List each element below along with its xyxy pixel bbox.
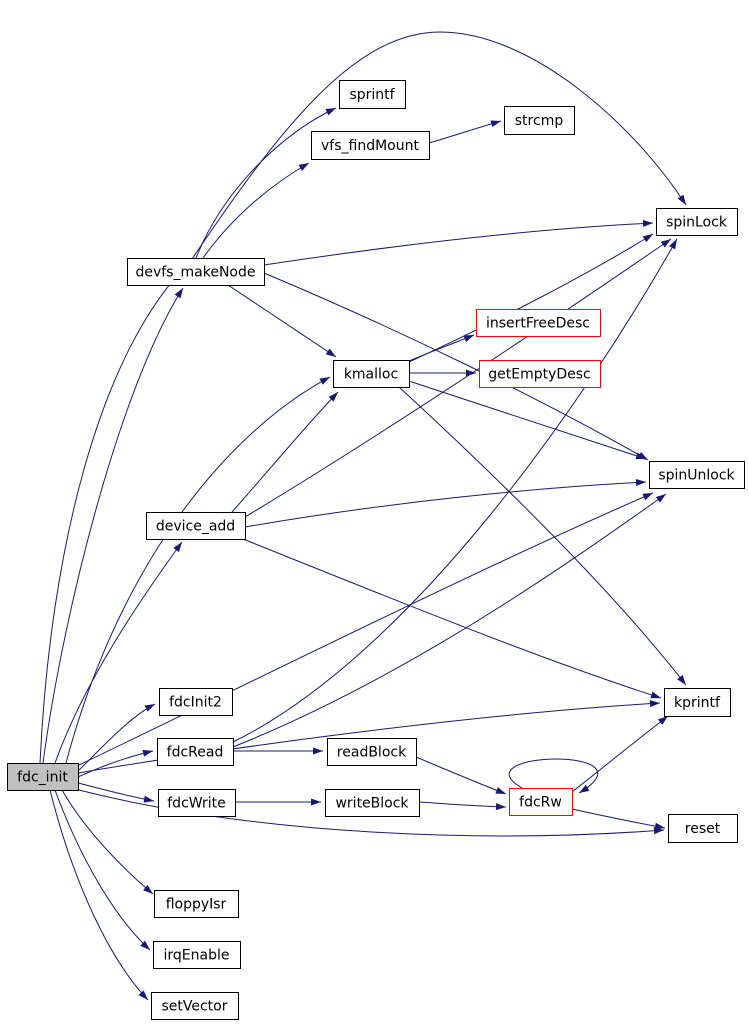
- node-label-writeBlock: writeBlock: [335, 795, 409, 812]
- node-label-insertFreeDesc: insertFreeDesc: [485, 315, 591, 332]
- edge-fdc_init-to-floppyIsr: [62, 790, 153, 894]
- node-label-floppyIsr: floppyIsr: [165, 896, 227, 913]
- node-spinUnlock[interactable]: [650, 462, 745, 489]
- node-label-readBlock: readBlock: [336, 744, 407, 761]
- node-getEmptyDesc[interactable]: [480, 361, 601, 388]
- arrowhead-readBlock: [313, 748, 323, 755]
- arrowhead-kmalloc: [326, 349, 336, 357]
- arrowhead-devfs_makeNode: [175, 288, 183, 298]
- node-label-sprintf: sprintf: [349, 87, 395, 103]
- node-fdcRead[interactable]: [158, 739, 234, 766]
- arrowhead-insertFreeDesc: [463, 335, 474, 342]
- node-sprintf[interactable]: [340, 81, 406, 109]
- node-fdcInit2[interactable]: [160, 689, 233, 716]
- arrowhead-spinLock: [643, 220, 653, 227]
- node-fdc_init: [8, 764, 79, 791]
- edge-devfs_makeNode-to-kmalloc: [228, 285, 336, 357]
- arrowhead-fdcRw: [495, 787, 506, 794]
- arrowhead-spinLock: [669, 239, 677, 249]
- node-label-kprintf: kprintf: [674, 695, 720, 711]
- arrowhead-fdcInit2: [145, 704, 155, 712]
- node-devfs_makeNode[interactable]: [128, 259, 265, 286]
- node-label-devfs_makeNode: devfs_makeNode: [135, 264, 256, 281]
- node-label-device_add: device_add: [155, 518, 236, 535]
- edge-devfs_makeNode-to-spinLock: [264, 223, 653, 265]
- arrowhead-spinUnlock: [656, 494, 666, 503]
- arrowhead-fdcRead: [142, 750, 153, 757]
- edge-writeBlock-to-fdcRw: [419, 802, 506, 807]
- arrowhead-device_add: [173, 542, 182, 552]
- node-reset[interactable]: [669, 815, 738, 843]
- edge-device_add-to-kmalloc: [232, 392, 338, 512]
- arrowhead-kprintf: [658, 716, 668, 725]
- node-insertFreeDesc[interactable]: [477, 310, 601, 337]
- edge-readBlock-to-fdcRw: [416, 757, 506, 794]
- node-label-strcmp: strcmp: [514, 113, 564, 129]
- arrowhead-fdcRw: [579, 785, 589, 793]
- arrowhead-strcmp: [490, 120, 501, 127]
- node-fdcWrite[interactable]: [159, 790, 236, 817]
- edge-fdc_init-to-device_add: [55, 542, 182, 763]
- edge-fdc_init-to-setVector: [50, 790, 148, 1000]
- arrowhead-kprintf: [650, 700, 660, 707]
- arrowhead-kprintf: [677, 675, 686, 685]
- node-device_add[interactable]: [147, 513, 246, 540]
- node-fdcRw[interactable]: [510, 789, 573, 816]
- arrowhead-vfs_findMount: [299, 163, 309, 171]
- arrowhead-sprintf: [325, 108, 336, 115]
- node-label-fdc_init: fdc_init: [17, 769, 68, 786]
- arrowhead-kprintf: [650, 692, 661, 699]
- node-label-irqEnable: irqEnable: [163, 947, 230, 964]
- arrowhead-spinUnlock: [642, 493, 653, 500]
- edge-device_add-to-spinLock: [245, 239, 671, 517]
- edge-fdc_init-to-fdcInit2: [78, 704, 155, 771]
- arrowhead-writeBlock: [311, 799, 321, 806]
- node-label-fdcRw: fdcRw: [519, 794, 562, 811]
- arrowhead-spinLock: [643, 234, 653, 242]
- node-label-setVector: setVector: [161, 998, 228, 1015]
- node-setVector[interactable]: [152, 993, 239, 1020]
- node-label-fdcRead: fdcRead: [166, 744, 224, 761]
- edge-kmalloc-to-kprintf: [399, 387, 686, 685]
- edge-fdc_init-to-irqEnable: [55, 790, 150, 950]
- node-kprintf[interactable]: [665, 689, 731, 717]
- node-label-fdcInit2: fdcInit2: [169, 694, 222, 711]
- edge-fdcRw-to-reset: [572, 809, 665, 828]
- edge-device_add-to-kprintf: [243, 539, 661, 698]
- edge-fdc_init-to-fdcRead: [78, 751, 153, 777]
- node-label-getEmptyDesc: getEmptyDesc: [488, 366, 591, 383]
- node-label-spinUnlock: spinUnlock: [658, 467, 735, 484]
- node-spinLock[interactable]: [657, 209, 738, 236]
- node-floppyIsr[interactable]: [155, 891, 239, 918]
- arrowhead-getEmptyDesc: [466, 370, 476, 377]
- arrowhead-spinLock: [678, 195, 686, 205]
- node-writeBlock[interactable]: [326, 790, 420, 817]
- edge-devfs_makeNode-to-vfs_findMount: [203, 163, 309, 258]
- edges: [40, 32, 686, 1000]
- arrowhead-spinLock: [661, 239, 671, 248]
- edge-vfs_findMount-to-strcmp: [429, 121, 501, 143]
- edge-kmalloc-to-spinLock: [409, 234, 653, 362]
- edge-kmalloc-to-spinUnlock: [409, 381, 646, 459]
- edge-fdcRead-to-spinLock: [233, 239, 677, 742]
- node-irqEnable[interactable]: [154, 942, 241, 969]
- node-label-fdcWrite: fdcWrite: [167, 795, 226, 812]
- node-vfs_findMount[interactable]: [312, 132, 430, 160]
- arrowhead-kmalloc: [320, 377, 330, 385]
- node-strcmp[interactable]: [505, 107, 575, 135]
- node-label-reset: reset: [684, 821, 721, 837]
- arrowhead-reset: [655, 823, 665, 830]
- node-label-spinLock: spinLock: [666, 214, 727, 231]
- edge-devfs_makeNode-to-sprintf: [196, 108, 336, 258]
- edge-fdcRead-to-spinUnlock: [233, 494, 666, 747]
- arrowhead-spinUnlock: [636, 479, 646, 486]
- arrowhead-fdcRw: [496, 803, 506, 810]
- arrowhead-fdcWrite: [144, 796, 154, 803]
- node-kmalloc[interactable]: [334, 361, 410, 388]
- edge-fdcRw-to-kprintf: [572, 716, 668, 792]
- edge-device_add-to-spinUnlock: [245, 482, 646, 527]
- node-label-vfs_findMount: vfs_findMount: [321, 138, 419, 154]
- node-label-kmalloc: kmalloc: [343, 366, 399, 383]
- node-readBlock[interactable]: [328, 739, 417, 766]
